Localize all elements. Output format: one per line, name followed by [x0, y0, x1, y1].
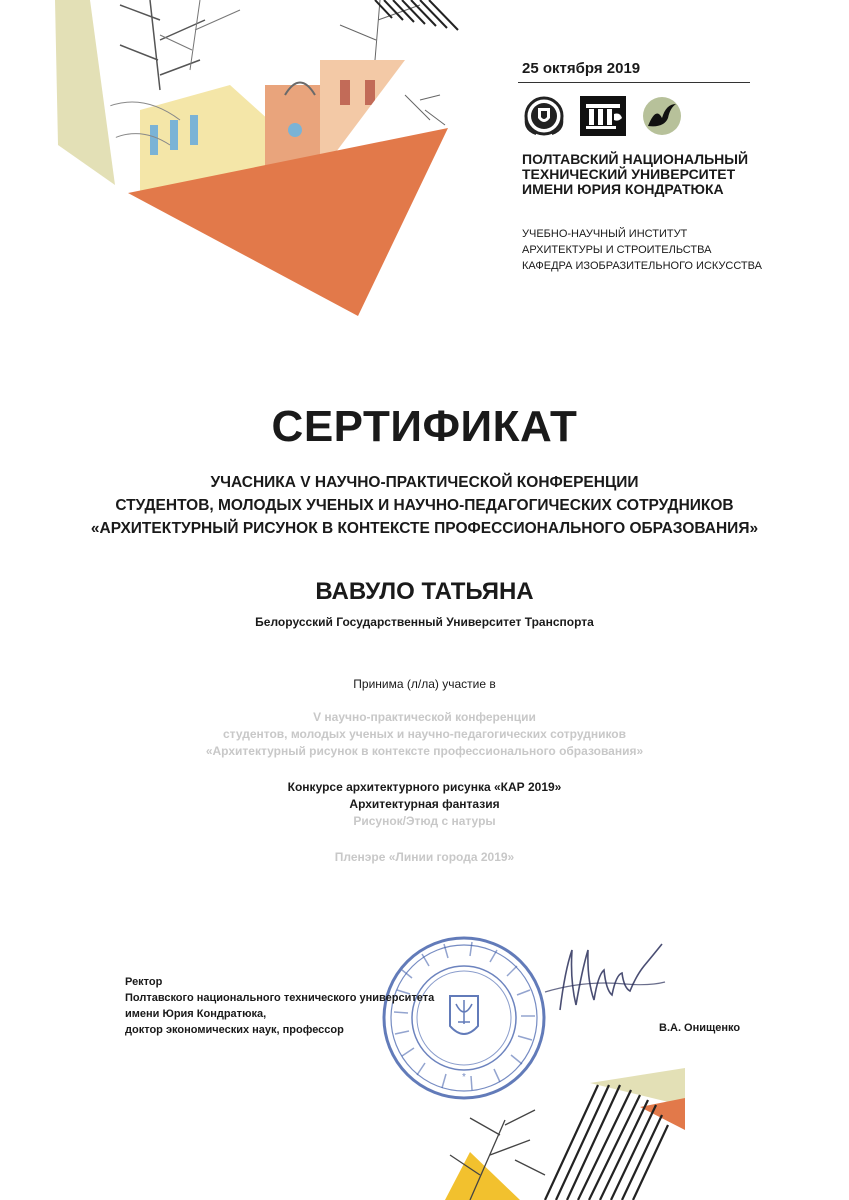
conference-line: СТУДЕНТОВ, МОЛОДЫХ УЧЕНЫХ И НАУЧНО-ПЕДАГОГИЧЕСКИХ СОТРУДНИКОВ — [115, 497, 734, 514]
institute-info — [522, 226, 762, 274]
participation-intro: Принима (л/ла) участие в — [353, 677, 496, 691]
faded-conference-line: студентов, молодых ученых и научно-педагогических сотрудников — [222, 727, 626, 741]
university-name-line: ТЕХНИЧЕСКИЙ УНИВЕРСИТЕТ — [522, 166, 736, 182]
tree-sketch — [405, 95, 445, 125]
event-date: 25 октября 2019 — [522, 60, 641, 77]
signatory-title — [125, 974, 434, 1038]
bottom-hatched-lines — [545, 1085, 668, 1200]
recipient-organization: Белорусский Государственный Университет Транспорта — [255, 615, 594, 629]
certificate-title: СЕРТИФИКАТ — [271, 402, 578, 451]
yellow-corner-triangle — [445, 1152, 520, 1200]
cream-corner-triangle — [590, 1068, 685, 1106]
column-building-icon — [580, 96, 624, 136]
faded-conference-line: «Архитектурный рисунок в контексте профессионального образования» — [205, 744, 644, 758]
divider — [518, 82, 750, 83]
university-crest-icon — [522, 96, 566, 136]
faded-plein-air: Пленэре «Линии города 2019» — [334, 850, 515, 864]
signatory-line: Ректор — [125, 976, 163, 988]
art-brush-icon — [640, 96, 684, 136]
university-name — [522, 152, 748, 197]
conference-line: УЧАСНИКА V НАУЧНО-ПРАКТИЧЕСКОЙ КОНФЕРЕНЦИИ — [210, 474, 639, 491]
conference-line: «АРХИТЕКТУРНЫЙ РИСУНОК В КОНТЕКСТЕ ПРОФЕССИОНАЛЬНОГО ОБРАЗОВАНИЯ» — [90, 520, 759, 537]
signatory-line: доктор экономических наук, профессор — [125, 1024, 344, 1036]
svg-text:*: * — [462, 1072, 466, 1083]
institute-line: УЧЕБНО-НАУЧНЫЙ ИНСТИТУТ — [522, 228, 688, 240]
institute-line: АРХИТЕКТУРЫ И СТРОИТЕЛЬСТВА — [522, 244, 712, 256]
signatory-line: имени Юрия Кондратюка, — [125, 1008, 267, 1020]
contest-category: Архитектурная фантазия — [349, 797, 500, 811]
rector-signature — [540, 930, 670, 1030]
signatory-name: В.А. Онищенко — [659, 1022, 741, 1034]
signatory-line: Полтавского национального технического университета — [125, 992, 435, 1004]
recipient-name: ВАВУЛО ТАТЬЯНА — [315, 578, 534, 605]
tree-sketch-bottom — [450, 1110, 545, 1200]
faded-category: Рисунок/Этюд с натуры — [353, 814, 496, 828]
orange-corner-triangle — [640, 1098, 685, 1130]
contest-title: Конкурсе архитектурного рисунка «КАР 2019» — [287, 780, 562, 794]
faded-conference-line: V научно-практической конференции — [313, 710, 536, 724]
university-name-line: ПОЛТАВСКИЙ НАЦИОНАЛЬНЫЙ — [522, 151, 749, 167]
university-name-line: ИМЕНИ ЮРИЯ КОНДРАТЮКА — [522, 181, 724, 197]
institute-line: КАФЕДРА ИЗОБРАЗИТЕЛЬНОГО ИСКУССТВА — [522, 260, 762, 272]
